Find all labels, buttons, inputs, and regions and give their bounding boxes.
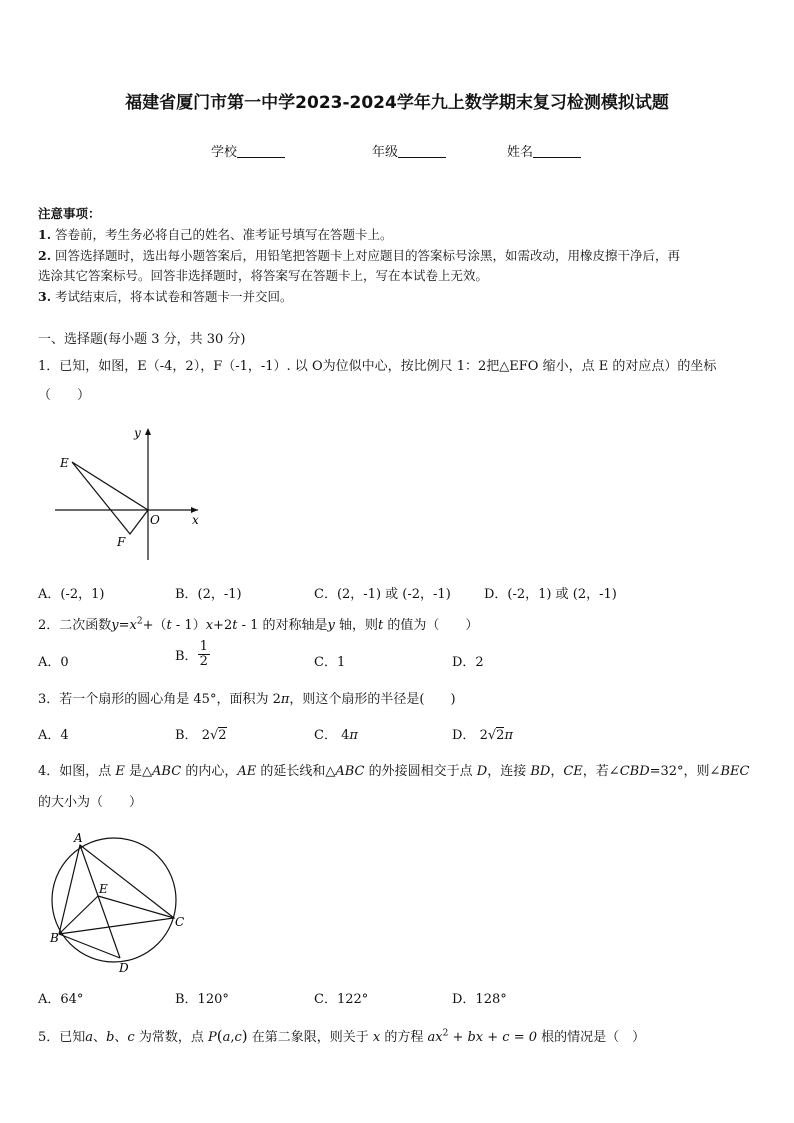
q3-option-b[interactable]: B． 2√2 (175, 728, 227, 743)
q4-option-a[interactable]: A．64° (38, 992, 84, 1007)
line-ce (98, 896, 174, 918)
line-ad (80, 845, 120, 958)
label-d: D (119, 961, 129, 975)
q2-stem: 2．二次函数$y=x^2+(t - 1)x+2t - 1$ 的对称轴是y 轴，则t 的值为（ ） (38, 616, 479, 633)
q1-paren: （ ） (38, 388, 91, 403)
q2-option-d[interactable]: D．2 (452, 655, 484, 670)
name-field: 姓名 (507, 141, 581, 160)
label-c: C (175, 915, 185, 929)
q4-option-c[interactable]: C．122° (314, 992, 369, 1007)
q4-stem-line2: 的大小为（ ） (38, 795, 143, 810)
circumcircle (52, 838, 176, 962)
y-axis-arrow (145, 428, 151, 435)
page-title: 福建省厦门市第一中学2023-2024学年九上数学期末复习检测模拟试题 (125, 93, 669, 113)
q3-option-d[interactable]: D． 2√2π (452, 728, 513, 743)
sqrt-icon: √ (209, 728, 219, 743)
label-o: O (150, 513, 160, 527)
label-e: E (60, 456, 69, 470)
q1-option-b[interactable]: B．(2，-1) (175, 587, 242, 602)
q4-stem-line1: 4．如图，点 E 是△ABC 的内心，AE 的延长线和△ABC 的外接圆相交于点 D，连接 BD，CE，若∠CBD=32°，则∠BEC (38, 764, 750, 779)
label-x: x (192, 513, 199, 527)
q2-option-a[interactable]: A．0 (38, 655, 69, 670)
q5-stem: 5．已知a、b、c 为常数，点 P(a,c) 在第二象限，则关于 x 的方程 $ax^2$ + bx + c = 0 根的情况是（ ） (38, 1027, 646, 1045)
q1-option-a[interactable]: A．(-2，1) (38, 587, 105, 602)
q1-stem: 1．已知，如图，E（-4，2），F（-1，-1）. 以 O为位似中心，按比例尺 1：2把△EFO 缩小，点 E 的对应点）的坐标 (38, 359, 717, 374)
q3-option-a[interactable]: A．4 (38, 728, 69, 743)
school-field: 学校 (211, 141, 285, 160)
q4-option-d[interactable]: D．128° (452, 992, 507, 1007)
q2-option-b[interactable]: B． $\frac{1}{2}$ (175, 639, 208, 669)
grade-field: 年级 (372, 141, 446, 160)
q2-option-c[interactable]: C．1 (314, 655, 346, 670)
q4-option-b[interactable]: B．120° (175, 992, 229, 1007)
label-b: B (50, 931, 59, 945)
q4-figure (44, 830, 194, 976)
label-e: E (99, 882, 108, 896)
line-bd (59, 934, 120, 958)
q1-figure (50, 422, 210, 564)
section-heading: 一、选择题(每小题 3 分，共 30 分) (38, 332, 246, 347)
triangle-abc (59, 845, 174, 934)
triangle-efo (72, 462, 148, 534)
q1-option-c[interactable]: C．(2，-1) 或 (-2，-1) (314, 587, 451, 602)
notes-heading: 注意事项： (38, 206, 101, 221)
label-a: A (74, 831, 83, 845)
q3-stem: 3．若一个扇形的圆心角是 45°，面积为 2π，则这个扇形的半径是( ) (38, 692, 456, 707)
note-2-line1: 2. 回答选择题时，选出每小题答案后，用铅笔把答题卡上对应题目的答案标号涂黑，如需改动，用橡皮擦干净后，再 (38, 248, 681, 263)
label-f: F (117, 535, 126, 549)
label-y: y (134, 426, 141, 440)
sqrt-icon: √ (487, 728, 497, 743)
note-2-line2: 选涂其它答案标号。回答非选择题时，将答案写在答题卡上，写在本试卷上无效。 (38, 268, 489, 283)
q3-option-c[interactable]: C． 4π (314, 728, 358, 743)
note-1: 1. 答卷前，考生务必将自己的姓名、准考证号填写在答题卡上。 (38, 227, 393, 242)
line-be (59, 896, 98, 934)
note-3: 3. 考试结束后，将本试卷和答题卡一并交回。 (38, 289, 293, 304)
q1-option-d[interactable]: D．(-2，1) 或 (2，-1) (484, 587, 617, 602)
fraction-one-half: $\frac{1}{2}$ (199, 639, 208, 669)
